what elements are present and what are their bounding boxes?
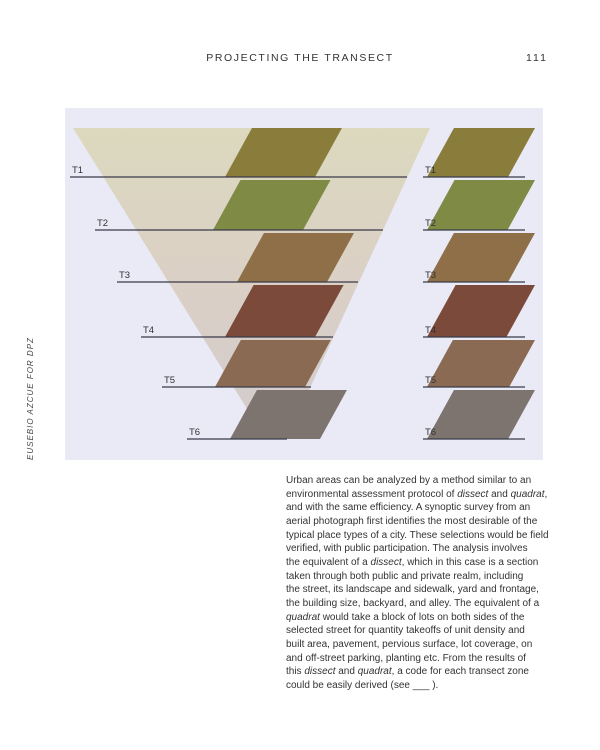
text-segment: and off-street parking, planting etc. From the results of bbox=[286, 652, 526, 664]
text-segment: and bbox=[488, 488, 511, 500]
text-line bbox=[286, 638, 581, 652]
zone-label-right: T5 bbox=[425, 375, 437, 386]
text-segment: built area, pavement, pervious surface, lot coverage, on bbox=[286, 638, 533, 650]
text-line bbox=[286, 488, 581, 502]
text-line bbox=[286, 515, 581, 529]
text-segment: the building size, backyard, and alley. The equivalent of a bbox=[286, 597, 540, 609]
text-segment: and bbox=[335, 666, 358, 678]
text-segment: , bbox=[544, 488, 548, 500]
zone-label-left: T2 bbox=[97, 218, 109, 229]
text-line bbox=[286, 679, 581, 693]
body-paragraph bbox=[286, 474, 581, 693]
transect-strip-right bbox=[427, 233, 535, 282]
text-line bbox=[286, 611, 581, 625]
italic-term: dissect bbox=[370, 556, 402, 568]
text-line bbox=[286, 624, 581, 638]
italic-term: dissect bbox=[457, 488, 489, 500]
zone-label-left: T6 bbox=[189, 427, 201, 438]
italic-term: quadrat bbox=[357, 666, 392, 678]
zone-label-left: T3 bbox=[119, 270, 131, 281]
text-segment: aerial photograph first identifies the most desirable of the bbox=[286, 515, 538, 527]
text-segment: the equivalent of a bbox=[286, 556, 371, 568]
page-number: 111 bbox=[526, 52, 548, 64]
text-segment: could be easily derived (see ___ ). bbox=[286, 679, 439, 691]
text-line bbox=[286, 652, 581, 666]
zone-label-right: T3 bbox=[425, 270, 437, 281]
transect-figure bbox=[65, 108, 543, 460]
text-segment: Urban areas can be analyzed by a method similar to an bbox=[286, 475, 532, 486]
text-line bbox=[286, 597, 581, 611]
zone-label-right: T2 bbox=[425, 218, 437, 229]
text-segment: environmental assessment protocol of bbox=[286, 488, 458, 500]
transect-strip-right bbox=[427, 285, 535, 337]
text-segment: this bbox=[286, 666, 305, 678]
text-line bbox=[286, 542, 581, 556]
text-line bbox=[286, 501, 581, 515]
italic-term: quadrat bbox=[286, 611, 320, 623]
text-segment: verified, with public participation. The analysis involves bbox=[286, 543, 528, 555]
transect-illustration bbox=[65, 108, 543, 460]
text-segment: typical place types of a city. These selections would be field bbox=[286, 529, 549, 541]
text-line bbox=[286, 665, 581, 679]
zone-label-right: T6 bbox=[425, 427, 437, 438]
transect-strip-right bbox=[427, 390, 535, 439]
text-segment: selected street for quantity takeoffs of unit density and bbox=[286, 625, 525, 637]
transect-strip-right bbox=[427, 180, 535, 230]
text-line bbox=[286, 583, 581, 597]
text-segment: , a code for each transect zone bbox=[391, 666, 529, 678]
text-line bbox=[286, 529, 581, 543]
text-segment: the street, its landscape and sidewalk, yard and frontage, bbox=[286, 584, 539, 596]
transect-strip-right bbox=[427, 340, 535, 387]
zone-label-left: T4 bbox=[143, 325, 155, 336]
text-segment: and with the same efficiency. A synoptic survey from an bbox=[286, 502, 531, 514]
text-segment: would take a block of lots on both sides of the bbox=[319, 611, 525, 623]
text-line bbox=[286, 556, 581, 570]
italic-term: quadrat bbox=[510, 488, 545, 500]
text-line bbox=[286, 474, 581, 488]
italic-term: dissect bbox=[304, 666, 336, 678]
text-segment: taken through both public and private realm, including bbox=[286, 570, 524, 582]
zone-label-right: T4 bbox=[425, 325, 437, 336]
photo-credit: EUSEBIO AZCUE FOR DPZ bbox=[26, 337, 35, 460]
text-line bbox=[286, 570, 581, 584]
zone-label-left: T1 bbox=[72, 165, 84, 176]
zone-label-right: T1 bbox=[425, 165, 437, 176]
zone-label-left: T5 bbox=[164, 375, 176, 386]
running-head: PROJECTING THE TRANSECT bbox=[206, 52, 394, 64]
transect-strip-right bbox=[427, 128, 535, 177]
text-segment: , which in this case is a section bbox=[401, 556, 539, 568]
